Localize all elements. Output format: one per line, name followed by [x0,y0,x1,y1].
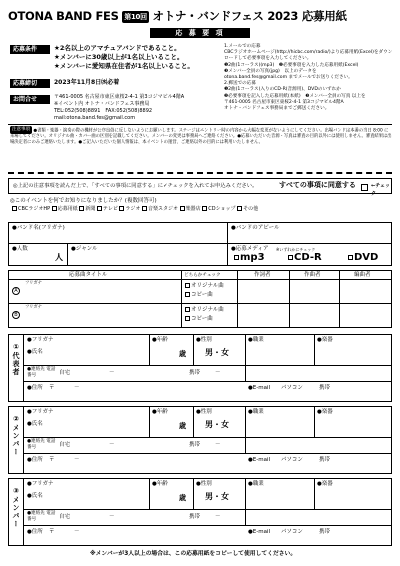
songs-table: 応募曲タイトル どちらかチェック 作詞者 作曲者 編曲者 A フリガナ オリジナル曲 コピー曲 B フリガナ オリジナル曲 コピー曲 [8,270,392,328]
media-cdr[interactable]: CD-R [288,254,322,262]
agreement-box: ◎上記の注意事項を読んだ上で、「すべての事項に同意する」に✓チェックを入れてお申込みください。 すべての事項に同意する ←チェック [8,178,392,194]
member-block: ①代表者 ●フリガナ ●氏名 ●年齢 歳 ●性別 男・女 ●職業 ●楽器 ●連絡先 電話番号 自宅 － 携帯 － ●住所 〒 － ●E-mail パソコン 携帯 [8,334,392,402]
band-name-field[interactable]: ●バンド名(フリガナ) [8,222,228,244]
conditions-text: ★2名以上のアマチュアバンドであること。 ★メンバーに30歳以上が1名以上いること。 ★メンバーに愛知県在住者が1名以上いること。 [54,44,194,70]
media-field: ●応募メディア ※いずれかにチェック mp3 CD-R DVD [227,243,392,266]
brand-name: OTONA BAND FES [8,9,119,23]
band-appeal-field[interactable]: ●バンドのアピール [227,222,392,266]
source-option[interactable]: 新聞 [79,206,95,212]
media-mp3[interactable]: mp3 [234,254,265,262]
member-block: ②メンバー ●フリガナ ●氏名 ●年齢 歳 ●性別 男・女 ●職業 ●楽器 ●連絡先 電話番号 自宅 － 携帯 － ●住所 〒 － ●E-mail パソコン 携帯 [8,406,392,474]
source-option[interactable]: 応募用紙 [52,206,78,212]
member-side-label: ②メンバー [12,415,20,456]
song-a-original[interactable]: オリジナル曲 [185,283,224,291]
member-block: ③メンバー ●フリガナ ●氏名 ●年齢 歳 ●性別 男・女 ●職業 ●楽器 ●連絡先 電話番号 自宅 － 携帯 － ●住所 〒 － ●E-mail パソコン 携帯 [8,478,392,546]
song-b-original[interactable]: オリジナル曲 [185,307,224,315]
member-side-label: ①代表者 [12,343,20,376]
song-b-copy[interactable]: コピー曲 [185,316,213,324]
source-option[interactable]: CDショップ [202,206,235,212]
edition-badge: 第10回 [124,12,147,21]
cut-line [8,172,392,174]
source-options [12,206,258,214]
source-question: ◎このイベントを何でお知りになりましたか？(複数回答可) [10,198,157,204]
source-option[interactable]: CBCラジオHP [12,206,50,212]
form-header [8,8,347,24]
divider [8,124,392,125]
source-option[interactable]: テレビ [97,206,118,212]
members-count-field[interactable]: ●人数 人 [8,243,68,266]
source-option[interactable]: 楽器店 [180,206,201,212]
source-option[interactable]: その他 [237,206,258,212]
agree-checkbox[interactable] [361,184,368,191]
media-dvd[interactable]: DVD [348,254,378,262]
song-a-copy[interactable]: コピー曲 [185,292,213,300]
footer-note: ※メンバーが3人以上の場合は、この応募用紙をコピーして使用してください。 [90,551,297,557]
contact-text: 〒461-0005 名古屋市東区東桜2-4-1 第3コジマビル4階A ※イベント内 オトナ・バンドフェス事務局 TEL:052(508)8891 FAX:052(508)8892 mail:otona.band.fes@gmail.com [54,94,185,121]
deadline-text: 2023年11月8日㈬必着 [54,79,120,86]
label-deadline: 応募締切 [10,79,50,88]
method-text: 1.メールでの応募 CBCラジオホームページ(http://hicbc.com/radio/)より応募用紙(Excel)をダウンロードして必要事項を入力してください。 ❶2曲(1コーラス)(mp3) ❷必要事項を入力した応募用紙(Excel) ❸メンバー全員の写真(jpg) 以上のデータを otona.band.fes@gmail.com までメールでお送りください。 2.郵送での応募 ❶2曲(1コーラス)入りのCD-R(音源用)、DVDのいずれか ❷必要事項を記入した応募用紙(本紙) ❸メンバー全員の写真 以上を 〒461-0005 名古屋市東区東桜2-4-1 第3コジマビル4階A オトナ・バンドフェス事務局までご郵送ください。 [224,44,393,112]
label-contact: お問合せ [10,95,50,104]
label-conditions: 応募条件 [10,45,50,54]
notes-text: 注意事項 ●書類・楽器・演奏の際の機材が公序良俗に反しないようにお願いします。ステージはエントリー時の内容から大幅な変更がないようにしてください。出場バンドは本番の当日 8:00 に来場してください。オリジナル曲・カバー曲の区別を記載してください。メンバーの変更は事務局へご連絡ください。●応募いただいた音源・写真は審査の目的以外には使用しません。審査結果は出場決定者にのみご連絡いたします。●ご記入いただいた個人情報は、本イベントの運営、ご連絡以外の目的には利用いたしません。 [10,127,392,145]
source-option[interactable]: ラジオ [119,206,140,212]
song-b-mark: B [12,311,20,319]
guidelines-heading: 応 募 要 項 [150,28,250,38]
song-a-mark: A [12,287,20,295]
genre-field[interactable]: ●ジャンル [67,243,228,266]
form-title: オトナ・バンドフェス 2023 応募用紙 [152,9,347,23]
member-side-label: ③メンバー [12,487,20,528]
source-option[interactable]: 音楽スタジオ [142,206,178,212]
